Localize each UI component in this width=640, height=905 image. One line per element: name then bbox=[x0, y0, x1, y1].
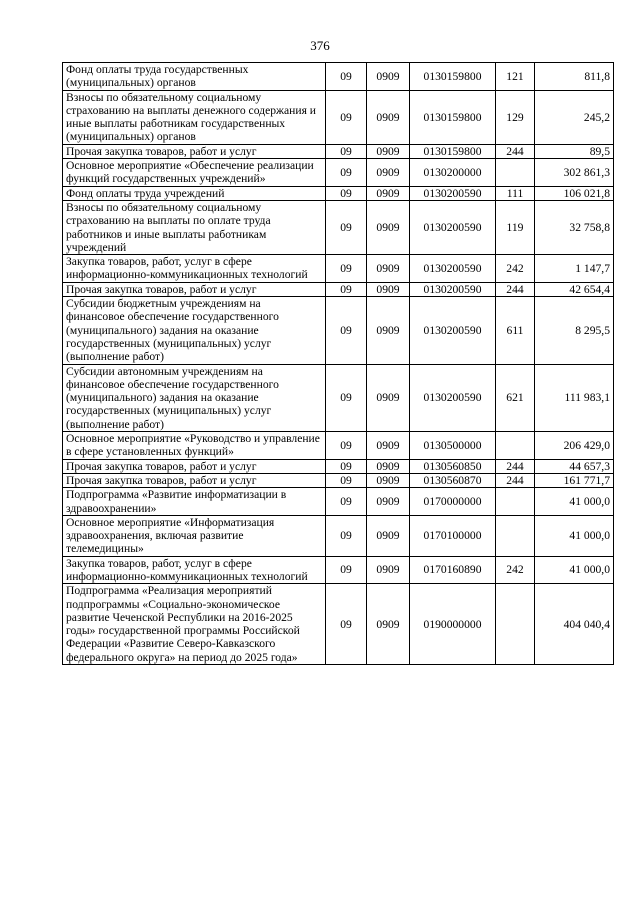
row-subsection: 0909 bbox=[367, 159, 410, 187]
row-amount: 8 295,5 bbox=[535, 297, 614, 364]
row-amount: 206 429,0 bbox=[535, 432, 614, 460]
row-section: 09 bbox=[326, 364, 367, 431]
table-row bbox=[63, 282, 614, 296]
row-subsection: 0909 bbox=[367, 186, 410, 200]
row-target-code: 0170100000 bbox=[410, 515, 496, 556]
row-name: Подпрограмма «Реализация мероприятий подпрограммы «Социально-экономическое развитие Чеченской Республики на 2016-2025 годы» государственной программы Российской Федерации «Развитие Северо-Кавказского федерального округа» на период до 2025 года» bbox=[63, 584, 326, 665]
row-target-code: 0130200590 bbox=[410, 297, 496, 364]
table-row bbox=[63, 556, 614, 584]
row-subsection: 0909 bbox=[367, 255, 410, 283]
row-name: Прочая закупка товаров, работ и услуг bbox=[63, 144, 326, 158]
row-expense-kind bbox=[496, 584, 535, 665]
row-name: Основное мероприятие «Обеспечение реализации функций государственных учреждений» bbox=[63, 159, 326, 187]
row-name: Взносы по обязательному социальному страхованию на выплаты денежного содержания и иные выплаты работникам государственных (муниципальных) органов bbox=[63, 90, 326, 144]
row-section: 09 bbox=[326, 459, 367, 473]
row-amount: 1 147,7 bbox=[535, 255, 614, 283]
table-row bbox=[63, 297, 614, 364]
table-row bbox=[63, 584, 614, 665]
row-amount: 811,8 bbox=[535, 63, 614, 91]
row-name: Основное мероприятие «Информатизация здравоохранения, включая развитие телемедицины» bbox=[63, 515, 326, 556]
row-target-code: 0130200000 bbox=[410, 159, 496, 187]
row-name: Фонд оплаты труда государственных (муниципальных) органов bbox=[63, 63, 326, 91]
row-target-code: 0190000000 bbox=[410, 584, 496, 665]
row-target-code: 0130159800 bbox=[410, 90, 496, 144]
row-expense-kind bbox=[496, 515, 535, 556]
row-expense-kind: 244 bbox=[496, 144, 535, 158]
table-row bbox=[63, 90, 614, 144]
table-row bbox=[63, 515, 614, 556]
row-amount: 42 654,4 bbox=[535, 282, 614, 296]
table-row bbox=[63, 63, 614, 91]
row-target-code: 0130560850 bbox=[410, 459, 496, 473]
row-subsection: 0909 bbox=[367, 63, 410, 91]
row-target-code: 0130200590 bbox=[410, 200, 496, 254]
row-subsection: 0909 bbox=[367, 297, 410, 364]
row-amount: 111 983,1 bbox=[535, 364, 614, 431]
row-subsection: 0909 bbox=[367, 432, 410, 460]
row-name: Прочая закупка товаров, работ и услуг bbox=[63, 473, 326, 487]
row-section: 09 bbox=[326, 90, 367, 144]
table-row bbox=[63, 255, 614, 283]
row-name: Прочая закупка товаров, работ и услуг bbox=[63, 282, 326, 296]
row-expense-kind: 621 bbox=[496, 364, 535, 431]
row-subsection: 0909 bbox=[367, 473, 410, 487]
row-section: 09 bbox=[326, 515, 367, 556]
row-subsection: 0909 bbox=[367, 515, 410, 556]
row-name: Основное мероприятие «Руководство и управление в сфере установленных функций» bbox=[63, 432, 326, 460]
row-name: Прочая закупка товаров, работ и услуг bbox=[63, 459, 326, 473]
row-amount: 89,5 bbox=[535, 144, 614, 158]
row-name: Взносы по обязательному социальному страхованию на выплаты по оплате труда работников и иные выплаты работникам учреждений bbox=[63, 200, 326, 254]
row-section: 09 bbox=[326, 297, 367, 364]
row-subsection: 0909 bbox=[367, 282, 410, 296]
row-section: 09 bbox=[326, 255, 367, 283]
row-name: Субсидии бюджетным учреждениям на финансовое обеспечение государственного (муниципального) задания на оказание государственных (муниципальных) услуг (выполнение работ) bbox=[63, 297, 326, 364]
row-expense-kind: 244 bbox=[496, 473, 535, 487]
row-expense-kind bbox=[496, 488, 535, 516]
row-amount: 302 861,3 bbox=[535, 159, 614, 187]
row-name: Закупка товаров, работ, услуг в сфере информационно-коммуникационных технологий bbox=[63, 255, 326, 283]
table-row bbox=[63, 186, 614, 200]
row-amount: 32 758,8 bbox=[535, 200, 614, 254]
row-subsection: 0909 bbox=[367, 584, 410, 665]
row-expense-kind: 111 bbox=[496, 186, 535, 200]
row-section: 09 bbox=[326, 282, 367, 296]
row-expense-kind: 244 bbox=[496, 282, 535, 296]
row-target-code: 0130200590 bbox=[410, 186, 496, 200]
row-section: 09 bbox=[326, 144, 367, 158]
row-target-code: 0130200590 bbox=[410, 364, 496, 431]
table-row bbox=[63, 144, 614, 158]
row-name: Подпрограмма «Развитие информатизации в здравоохранении» bbox=[63, 488, 326, 516]
row-section: 09 bbox=[326, 584, 367, 665]
table-row bbox=[63, 459, 614, 473]
row-section: 09 bbox=[326, 186, 367, 200]
row-amount: 41 000,0 bbox=[535, 515, 614, 556]
row-section: 09 bbox=[326, 488, 367, 516]
table-row bbox=[63, 159, 614, 187]
row-expense-kind: 242 bbox=[496, 255, 535, 283]
row-subsection: 0909 bbox=[367, 200, 410, 254]
row-amount: 41 000,0 bbox=[535, 556, 614, 584]
row-amount: 245,2 bbox=[535, 90, 614, 144]
row-section: 09 bbox=[326, 63, 367, 91]
row-expense-kind: 121 bbox=[496, 63, 535, 91]
row-amount: 41 000,0 bbox=[535, 488, 614, 516]
row-expense-kind: 244 bbox=[496, 459, 535, 473]
table-row bbox=[63, 200, 614, 254]
row-target-code: 0130500000 bbox=[410, 432, 496, 460]
row-expense-kind: 119 bbox=[496, 200, 535, 254]
table-row bbox=[63, 488, 614, 516]
row-expense-kind bbox=[496, 432, 535, 460]
row-subsection: 0909 bbox=[367, 488, 410, 516]
row-section: 09 bbox=[326, 432, 367, 460]
row-section: 09 bbox=[326, 200, 367, 254]
table-row bbox=[63, 364, 614, 431]
row-expense-kind: 129 bbox=[496, 90, 535, 144]
row-amount: 44 657,3 bbox=[535, 459, 614, 473]
row-subsection: 0909 bbox=[367, 144, 410, 158]
row-section: 09 bbox=[326, 159, 367, 187]
row-target-code: 0130200590 bbox=[410, 282, 496, 296]
row-subsection: 0909 bbox=[367, 459, 410, 473]
row-target-code: 0130159800 bbox=[410, 144, 496, 158]
row-target-code: 0170160890 bbox=[410, 556, 496, 584]
row-subsection: 0909 bbox=[367, 364, 410, 431]
row-expense-kind bbox=[496, 159, 535, 187]
budget-table bbox=[62, 62, 614, 665]
row-expense-kind: 611 bbox=[496, 297, 535, 364]
row-target-code: 0130159800 bbox=[410, 63, 496, 91]
budget-table-body bbox=[63, 63, 614, 665]
row-name: Фонд оплаты труда учреждений bbox=[63, 186, 326, 200]
row-section: 09 bbox=[326, 473, 367, 487]
row-subsection: 0909 bbox=[367, 556, 410, 584]
row-section: 09 bbox=[326, 556, 367, 584]
row-target-code: 0170000000 bbox=[410, 488, 496, 516]
table-row bbox=[63, 432, 614, 460]
page-number: 376 bbox=[310, 38, 330, 53]
row-target-code: 0130560870 bbox=[410, 473, 496, 487]
row-subsection: 0909 bbox=[367, 90, 410, 144]
row-expense-kind: 242 bbox=[496, 556, 535, 584]
row-name: Субсидии автономным учреждениям на финансовое обеспечение государственного (муниципального) задания на оказание государственных (муниципальных) услуг (выполнение работ) bbox=[63, 364, 326, 431]
table-row bbox=[63, 473, 614, 487]
row-amount: 161 771,7 bbox=[535, 473, 614, 487]
row-name: Закупка товаров, работ, услуг в сфере информационно-коммуникационных технологий bbox=[63, 556, 326, 584]
row-target-code: 0130200590 bbox=[410, 255, 496, 283]
row-amount: 106 021,8 bbox=[535, 186, 614, 200]
row-amount: 404 040,4 bbox=[535, 584, 614, 665]
